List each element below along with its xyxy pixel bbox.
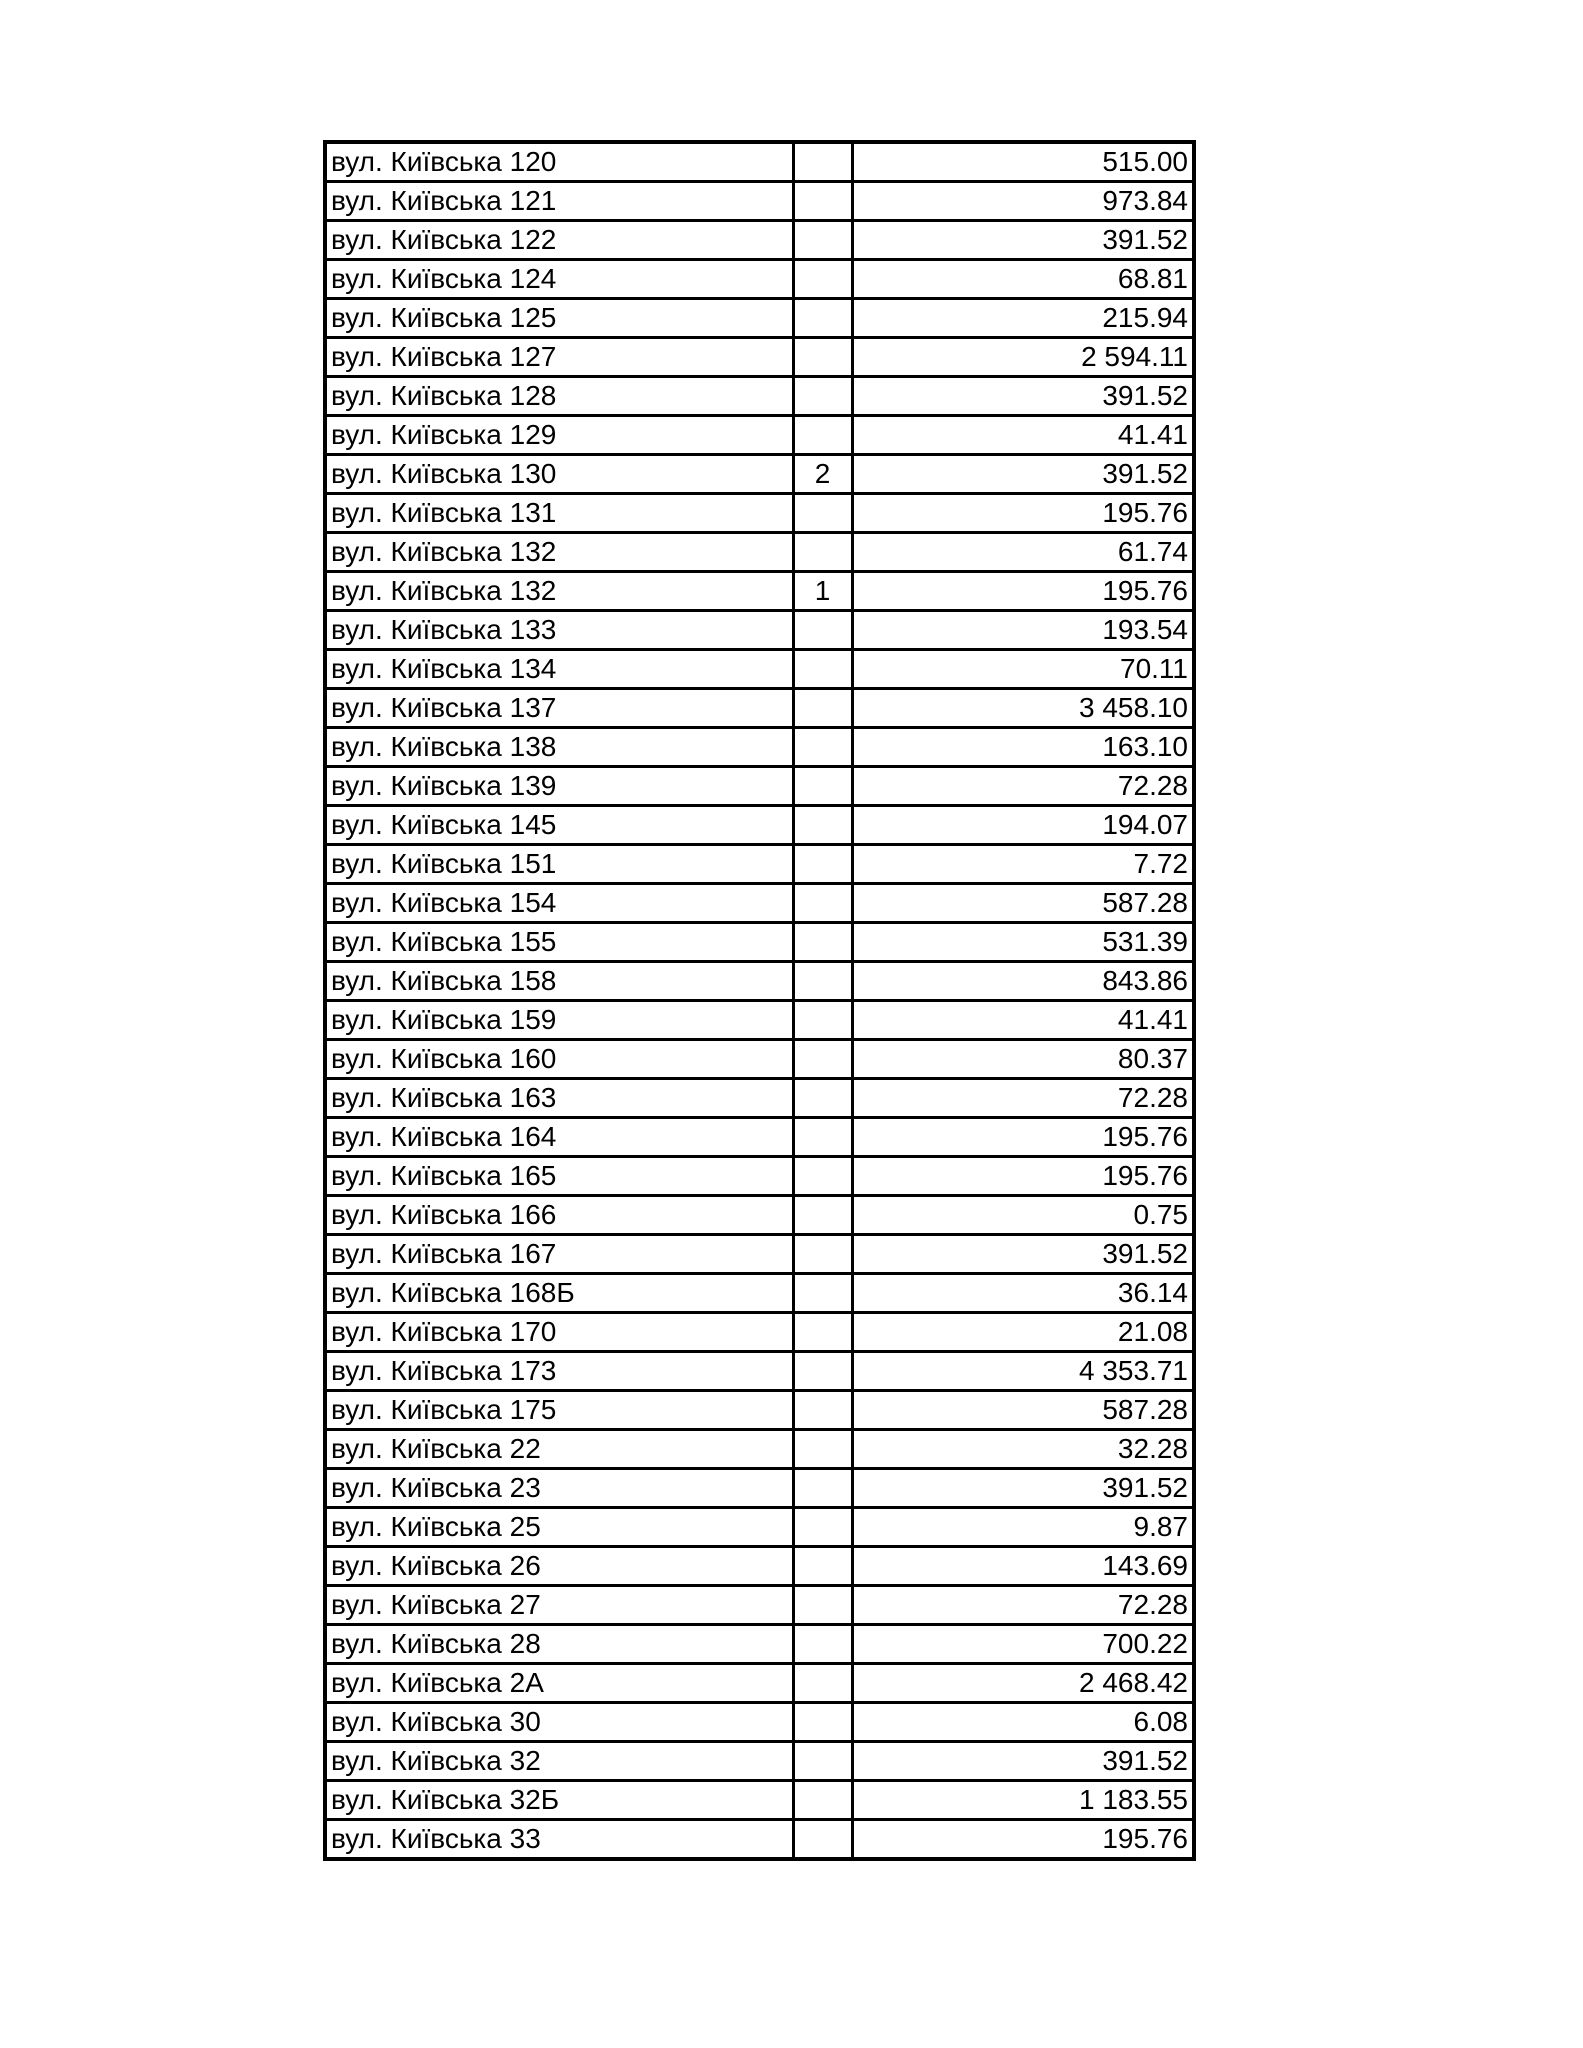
amount-cell: 41.41 xyxy=(852,416,1194,455)
amount-cell: 195.76 xyxy=(852,1820,1194,1860)
number-cell xyxy=(793,650,852,689)
amount-cell: 195.76 xyxy=(852,572,1194,611)
amount-cell: 2 594.11 xyxy=(852,338,1194,377)
table-row xyxy=(325,1313,1194,1352)
number-cell xyxy=(793,260,852,299)
amount-cell: 391.52 xyxy=(852,221,1194,260)
number-cell xyxy=(793,845,852,884)
number-cell xyxy=(793,923,852,962)
table-row xyxy=(325,377,1194,416)
address-cell: вул. Київська 25 xyxy=(325,1508,793,1547)
table-row xyxy=(325,221,1194,260)
number-cell xyxy=(793,1664,852,1703)
address-cell: вул. Київська 2А xyxy=(325,1664,793,1703)
table-row xyxy=(325,572,1194,611)
table-row xyxy=(325,1001,1194,1040)
table-row xyxy=(325,845,1194,884)
amount-cell: 0.75 xyxy=(852,1196,1194,1235)
amount-cell: 36.14 xyxy=(852,1274,1194,1313)
amount-cell: 6.08 xyxy=(852,1703,1194,1742)
amount-cell: 21.08 xyxy=(852,1313,1194,1352)
table-row xyxy=(325,650,1194,689)
address-cell: вул. Київська 30 xyxy=(325,1703,793,1742)
address-cell: вул. Київська 170 xyxy=(325,1313,793,1352)
table-row xyxy=(325,1118,1194,1157)
address-cell: вул. Київська 167 xyxy=(325,1235,793,1274)
table-row xyxy=(325,494,1194,533)
amount-cell: 587.28 xyxy=(852,884,1194,923)
number-cell xyxy=(793,1157,852,1196)
table-row xyxy=(325,1820,1194,1860)
address-cell: вул. Київська 121 xyxy=(325,182,793,221)
amount-cell: 72.28 xyxy=(852,1586,1194,1625)
number-cell xyxy=(793,1001,852,1040)
amount-cell: 195.76 xyxy=(852,1157,1194,1196)
table-row xyxy=(325,1274,1194,1313)
table-row xyxy=(325,1586,1194,1625)
number-cell xyxy=(793,494,852,533)
number-cell xyxy=(793,767,852,806)
number-cell xyxy=(793,1430,852,1469)
amount-cell: 9.87 xyxy=(852,1508,1194,1547)
number-cell xyxy=(793,1703,852,1742)
table-row xyxy=(325,338,1194,377)
amount-cell: 391.52 xyxy=(852,1235,1194,1274)
table-row xyxy=(325,416,1194,455)
address-cell: вул. Київська 159 xyxy=(325,1001,793,1040)
number-cell xyxy=(793,416,852,455)
address-cell: вул. Київська 145 xyxy=(325,806,793,845)
amount-cell: 531.39 xyxy=(852,923,1194,962)
amount-cell: 391.52 xyxy=(852,1742,1194,1781)
table-row xyxy=(325,962,1194,1001)
address-cell: вул. Київська 122 xyxy=(325,221,793,260)
address-cell: вул. Київська 164 xyxy=(325,1118,793,1157)
table-row xyxy=(325,1235,1194,1274)
amount-cell: 72.28 xyxy=(852,767,1194,806)
address-cell: вул. Київська 131 xyxy=(325,494,793,533)
table-row xyxy=(325,455,1194,494)
number-cell xyxy=(793,1625,852,1664)
number-cell xyxy=(793,884,852,923)
amount-cell: 587.28 xyxy=(852,1391,1194,1430)
table-row xyxy=(325,1157,1194,1196)
number-cell xyxy=(793,142,852,182)
table-row xyxy=(325,1664,1194,1703)
amount-cell: 143.69 xyxy=(852,1547,1194,1586)
address-cell: вул. Київська 175 xyxy=(325,1391,793,1430)
number-cell xyxy=(793,689,852,728)
address-cell: вул. Київська 133 xyxy=(325,611,793,650)
amount-cell: 41.41 xyxy=(852,1001,1194,1040)
address-cell: вул. Київська 160 xyxy=(325,1040,793,1079)
table-row xyxy=(325,884,1194,923)
number-cell xyxy=(793,1391,852,1430)
number-cell xyxy=(793,1820,852,1860)
amount-cell: 72.28 xyxy=(852,1079,1194,1118)
table-row xyxy=(325,1430,1194,1469)
table-row xyxy=(325,1469,1194,1508)
number-cell xyxy=(793,1547,852,1586)
amount-cell: 7.72 xyxy=(852,845,1194,884)
address-cell: вул. Київська 120 xyxy=(325,142,793,182)
table-row xyxy=(325,1391,1194,1430)
address-cell: вул. Київська 33 xyxy=(325,1820,793,1860)
number-cell xyxy=(793,1508,852,1547)
address-cell: вул. Київська 138 xyxy=(325,728,793,767)
amount-cell: 215.94 xyxy=(852,299,1194,338)
address-cell: вул. Київська 132 xyxy=(325,533,793,572)
table-row xyxy=(325,182,1194,221)
address-cell: вул. Київська 166 xyxy=(325,1196,793,1235)
address-cell: вул. Київська 124 xyxy=(325,260,793,299)
number-cell xyxy=(793,1781,852,1820)
address-cell: вул. Київська 125 xyxy=(325,299,793,338)
address-cell: вул. Київська 32 xyxy=(325,1742,793,1781)
table-row xyxy=(325,1079,1194,1118)
number-cell xyxy=(793,338,852,377)
number-cell xyxy=(793,1079,852,1118)
table-row xyxy=(325,1196,1194,1235)
number-cell: 1 xyxy=(793,572,852,611)
number-cell xyxy=(793,1235,852,1274)
amount-cell: 700.22 xyxy=(852,1625,1194,1664)
number-cell xyxy=(793,533,852,572)
address-cell: вул. Київська 32Б xyxy=(325,1781,793,1820)
table-row xyxy=(325,1040,1194,1079)
address-cell: вул. Київська 163 xyxy=(325,1079,793,1118)
number-cell xyxy=(793,962,852,1001)
address-cell: вул. Київська 26 xyxy=(325,1547,793,1586)
address-cell: вул. Київська 27 xyxy=(325,1586,793,1625)
amount-cell: 4 353.71 xyxy=(852,1352,1194,1391)
address-cell: вул. Київська 130 xyxy=(325,455,793,494)
address-cell: вул. Київська 139 xyxy=(325,767,793,806)
address-cell: вул. Київська 129 xyxy=(325,416,793,455)
amount-cell: 80.37 xyxy=(852,1040,1194,1079)
address-cell: вул. Київська 128 xyxy=(325,377,793,416)
table-row xyxy=(325,1625,1194,1664)
table-row xyxy=(325,299,1194,338)
table-row xyxy=(325,1508,1194,1547)
amount-cell: 163.10 xyxy=(852,728,1194,767)
address-cell: вул. Київська 28 xyxy=(325,1625,793,1664)
number-cell xyxy=(793,1469,852,1508)
amount-cell: 515.00 xyxy=(852,142,1194,182)
table-row xyxy=(325,1742,1194,1781)
address-cell: вул. Київська 127 xyxy=(325,338,793,377)
amount-cell: 194.07 xyxy=(852,806,1194,845)
number-cell xyxy=(793,1118,852,1157)
address-cell: вул. Київська 165 xyxy=(325,1157,793,1196)
amount-cell: 843.86 xyxy=(852,962,1194,1001)
table-row xyxy=(325,1547,1194,1586)
address-cell: вул. Київська 22 xyxy=(325,1430,793,1469)
amount-cell: 3 458.10 xyxy=(852,689,1194,728)
amount-cell: 32.28 xyxy=(852,1430,1194,1469)
address-cell: вул. Київська 168Б xyxy=(325,1274,793,1313)
table-row xyxy=(325,142,1194,182)
address-cell: вул. Київська 134 xyxy=(325,650,793,689)
number-cell xyxy=(793,299,852,338)
table-row xyxy=(325,533,1194,572)
amount-cell: 391.52 xyxy=(852,377,1194,416)
table-row xyxy=(325,1352,1194,1391)
number-cell xyxy=(793,728,852,767)
number-cell xyxy=(793,806,852,845)
address-cell: вул. Київська 132 xyxy=(325,572,793,611)
address-cell: вул. Київська 155 xyxy=(325,923,793,962)
number-cell xyxy=(793,182,852,221)
amount-cell: 195.76 xyxy=(852,1118,1194,1157)
amount-cell: 2 468.42 xyxy=(852,1664,1194,1703)
amount-cell: 391.52 xyxy=(852,455,1194,494)
address-cell: вул. Київська 137 xyxy=(325,689,793,728)
amount-cell: 193.54 xyxy=(852,611,1194,650)
table-row xyxy=(325,260,1194,299)
amount-cell: 1 183.55 xyxy=(852,1781,1194,1820)
address-cell: вул. Київська 151 xyxy=(325,845,793,884)
number-cell xyxy=(793,377,852,416)
table-row xyxy=(325,1781,1194,1820)
table-body xyxy=(325,142,1194,1859)
amount-cell: 195.76 xyxy=(852,494,1194,533)
number-cell xyxy=(793,611,852,650)
address-amount-table xyxy=(323,140,1196,1861)
table-row xyxy=(325,728,1194,767)
address-cell: вул. Київська 23 xyxy=(325,1469,793,1508)
address-cell: вул. Київська 154 xyxy=(325,884,793,923)
number-cell xyxy=(793,221,852,260)
table-row xyxy=(325,689,1194,728)
number-cell: 2 xyxy=(793,455,852,494)
table-row xyxy=(325,923,1194,962)
number-cell xyxy=(793,1274,852,1313)
number-cell xyxy=(793,1352,852,1391)
table-row xyxy=(325,767,1194,806)
amount-cell: 391.52 xyxy=(852,1469,1194,1508)
number-cell xyxy=(793,1196,852,1235)
address-cell: вул. Київська 173 xyxy=(325,1352,793,1391)
table-row xyxy=(325,1703,1194,1742)
amount-cell: 61.74 xyxy=(852,533,1194,572)
amount-cell: 68.81 xyxy=(852,260,1194,299)
amount-cell: 973.84 xyxy=(852,182,1194,221)
table-row xyxy=(325,806,1194,845)
number-cell xyxy=(793,1313,852,1352)
number-cell xyxy=(793,1742,852,1781)
amount-cell: 70.11 xyxy=(852,650,1194,689)
address-cell: вул. Київська 158 xyxy=(325,962,793,1001)
number-cell xyxy=(793,1040,852,1079)
number-cell xyxy=(793,1586,852,1625)
table-row xyxy=(325,611,1194,650)
